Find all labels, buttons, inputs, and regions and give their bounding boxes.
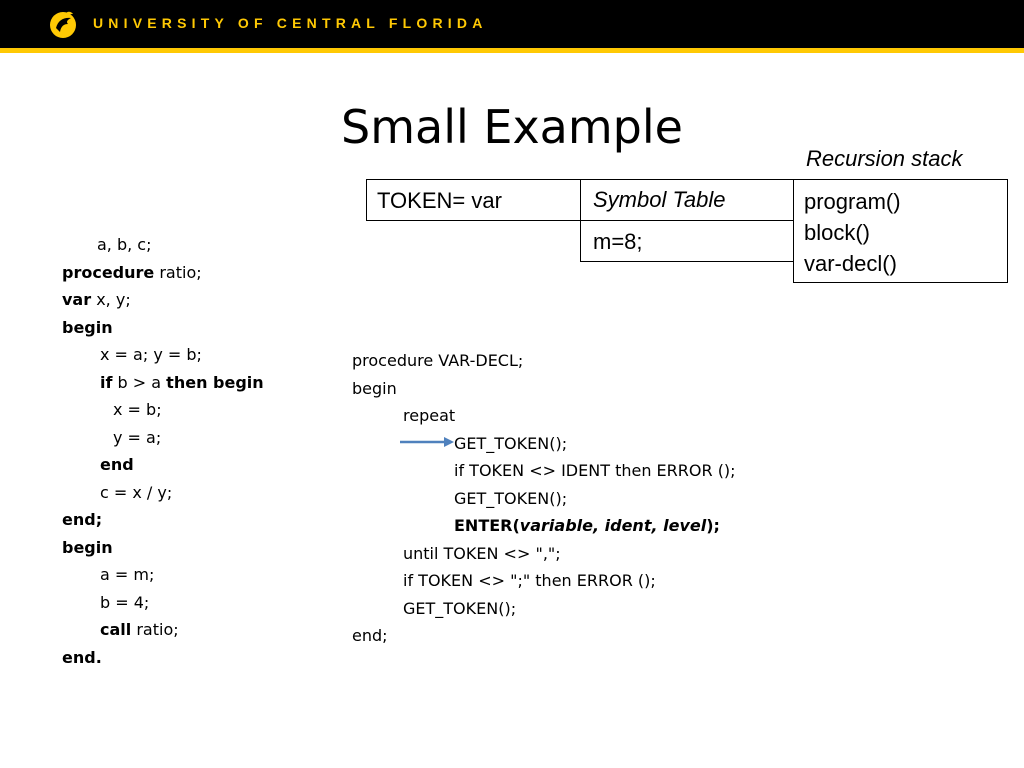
code-keyword: begin	[62, 537, 113, 557]
code-text: a, b, c;	[97, 235, 152, 254]
code-keyword: if	[100, 372, 113, 392]
code-line	[62, 341, 264, 369]
code-text: y = a;	[113, 427, 162, 447]
code-line	[352, 540, 736, 568]
code-line	[62, 644, 264, 672]
code-line	[62, 534, 264, 562]
symbol-table-entry-text: m=8;	[593, 229, 643, 254]
code-line	[352, 402, 736, 430]
code-line	[62, 424, 264, 452]
code-line	[62, 589, 264, 617]
university-name: UNIVERSITY OF CENTRAL FLORIDA	[93, 15, 488, 31]
code-text: repeat	[403, 406, 456, 425]
recursion-stack-item: block()	[804, 220, 871, 245]
code-line	[62, 616, 264, 644]
code-text: ratio;	[154, 262, 202, 282]
code-line	[62, 369, 264, 397]
code-text: ratio;	[131, 620, 179, 639]
program-code	[62, 231, 264, 671]
code-args: variable, ident, level	[519, 516, 707, 535]
code-text: a = m;	[100, 565, 155, 584]
code-text: if TOKEN <> ";" then ERROR ();	[403, 571, 656, 590]
code-text: if TOKEN <> IDENT then ERROR ();	[454, 461, 736, 480]
code-line	[352, 375, 736, 403]
code-text: b > a	[112, 372, 167, 392]
code-text: c = x / y;	[100, 482, 173, 502]
code-text: GET_TOKEN();	[454, 433, 568, 453]
code-line	[62, 506, 264, 534]
code-keyword: ENTER(	[454, 516, 520, 535]
code-line	[62, 561, 264, 589]
code-keyword: end;	[62, 510, 103, 529]
code-keyword: begin	[62, 317, 113, 337]
arrow-right-icon	[398, 434, 458, 450]
code-keyword: );	[706, 516, 720, 535]
symbol-table-entry	[580, 220, 794, 262]
code-line	[352, 622, 736, 650]
code-line	[352, 512, 736, 540]
code-text: b = 4;	[100, 592, 150, 612]
code-text: x, y;	[91, 290, 131, 309]
code-text: until TOKEN <> ",";	[403, 543, 561, 563]
code-line	[62, 286, 264, 314]
code-line	[62, 479, 264, 507]
code-line	[62, 259, 264, 287]
header-accent-rule	[0, 48, 1024, 53]
code-text: GET_TOKEN();	[454, 488, 568, 508]
symbol-table-title: Symbol Table	[593, 187, 726, 212]
recursion-stack-item: program()	[804, 189, 901, 214]
code-line	[352, 567, 736, 595]
code-keyword: then begin	[166, 372, 264, 392]
token-value: TOKEN= var	[377, 188, 502, 213]
code-line	[62, 231, 264, 259]
recursion-stack-box	[793, 179, 1008, 283]
code-keyword: end	[100, 455, 134, 474]
code-line	[62, 314, 264, 342]
pegasus-logo-icon	[47, 8, 79, 40]
slide-title: Small Example	[341, 100, 683, 154]
code-line	[62, 451, 264, 479]
code-keyword: procedure	[62, 262, 155, 282]
code-text: procedure VAR-DECL;	[352, 351, 524, 370]
code-keyword: call	[100, 620, 132, 639]
code-text: x = a; y = b;	[100, 345, 202, 364]
code-text: GET_TOKEN();	[403, 598, 517, 618]
code-text: begin	[352, 378, 397, 398]
procedure-code	[352, 347, 736, 650]
code-keyword: end.	[62, 647, 102, 667]
header-bar	[0, 0, 1024, 48]
code-text: x = b;	[113, 400, 162, 419]
token-box	[366, 179, 581, 221]
code-line	[352, 457, 736, 485]
recursion-stack-item: var-decl()	[804, 251, 897, 276]
code-line	[62, 396, 264, 424]
symbol-table-header	[580, 179, 794, 221]
code-line	[352, 347, 736, 375]
code-text: end;	[352, 626, 388, 645]
recursion-stack-label: Recursion stack	[806, 146, 963, 171]
code-keyword: var	[62, 290, 92, 309]
code-line	[352, 595, 736, 623]
code-line	[352, 485, 736, 513]
